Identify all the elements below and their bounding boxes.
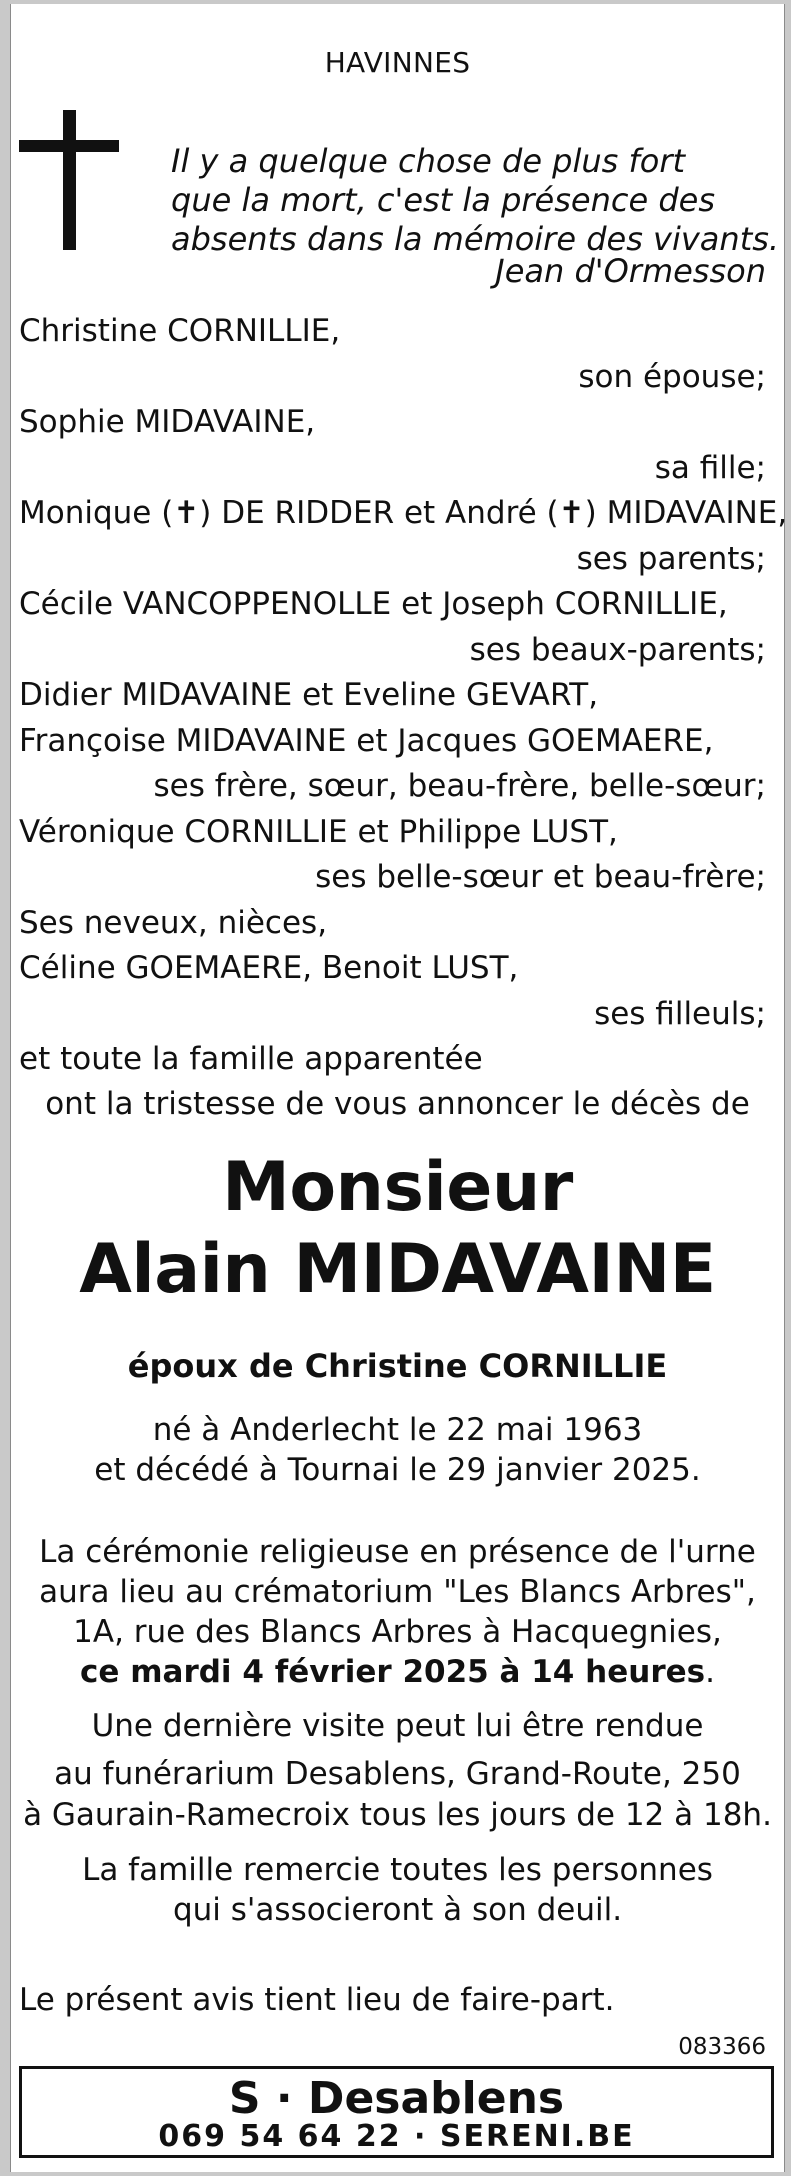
family-line: et toute la famille apparentée bbox=[19, 1041, 483, 1077]
ceremony-datetime bbox=[11, 1654, 784, 1690]
deceased-title: Monsieur bbox=[222, 1148, 573, 1227]
family-line: Monique (✝) DE RIDDER et André (✝) MIDAVAINE, bbox=[19, 495, 788, 531]
notice-line: Le présent avis tient lieu de faire-part. bbox=[19, 1982, 615, 2018]
quote bbox=[171, 142, 779, 259]
reference-number: 083366 bbox=[678, 2034, 766, 2060]
ceremony-line: La cérémonie religieuse en présence de l'urne bbox=[39, 1534, 756, 1570]
visit-line: au funérarium Desablens, Grand-Route, 250 bbox=[54, 1756, 741, 1792]
quote-line: absents dans la mémoire des vivants. bbox=[171, 220, 780, 258]
family-relation: ses belle-sœur et beau-frère; bbox=[315, 859, 766, 895]
logo-brand: S · Desablens bbox=[228, 2073, 565, 2124]
family-line: Ses neveux, nièces, bbox=[19, 905, 328, 941]
thanks-line: La famille remercie toutes les personnes bbox=[82, 1852, 713, 1888]
family-relation: sa fille; bbox=[654, 450, 766, 486]
quote-line: que la mort, c'est la présence des bbox=[171, 181, 715, 219]
family-relation: ses frère, sœur, beau-frère, belle-sœur; bbox=[153, 768, 766, 804]
visit-line: Une dernière visite peut lui être rendue bbox=[91, 1708, 704, 1744]
quote-line: Il y a quelque chose de plus fort bbox=[171, 142, 686, 180]
birth-line: né à Anderlecht le 22 mai 1963 bbox=[152, 1412, 643, 1448]
announcement: ont la tristesse de vous annoncer le décès de bbox=[45, 1086, 750, 1122]
ceremony-line: aura lieu au crématorium "Les Blancs Arbres", bbox=[39, 1574, 756, 1610]
ceremony-datetime-bold: ce mardi 4 février 2025 à 14 heures bbox=[80, 1654, 706, 1690]
deceased-name: Alain MIDAVAINE bbox=[79, 1230, 716, 1309]
cross-icon bbox=[19, 110, 119, 250]
family-relation: ses beaux-parents; bbox=[469, 632, 766, 668]
ceremony-period: . bbox=[705, 1654, 715, 1690]
visit-line: à Gaurain-Ramecroix tous les jours de 12 à 18h. bbox=[23, 1797, 772, 1833]
family-line: Cécile VANCOPPENOLLE et Joseph CORNILLIE, bbox=[19, 586, 728, 622]
thanks-line: qui s'associeront à son deuil. bbox=[172, 1892, 623, 1928]
logo-contact: 069 54 64 22 · SERENI.BE bbox=[158, 2119, 635, 2154]
family-relation: ses filleuls; bbox=[594, 996, 766, 1032]
family-line: Christine CORNILLIE, bbox=[19, 313, 341, 349]
family-line: Françoise MIDAVAINE et Jacques GOEMAERE, bbox=[19, 723, 714, 759]
ceremony-line: 1A, rue des Blancs Arbres à Hacquegnies, bbox=[73, 1614, 722, 1650]
family-relation: ses parents; bbox=[576, 541, 766, 577]
town-heading: HAVINNES bbox=[324, 46, 471, 79]
family-relation: son épouse; bbox=[578, 359, 766, 395]
death-line: et décédé à Tournai le 29 janvier 2025. bbox=[94, 1452, 701, 1488]
spouse-line: époux de Christine CORNILLIE bbox=[127, 1347, 668, 1385]
family-line: Véronique CORNILLIE et Philippe LUST, bbox=[19, 814, 618, 850]
family-line: Sophie MIDAVAINE, bbox=[19, 404, 316, 440]
quote-author: Jean d'Ormesson bbox=[495, 252, 766, 290]
family-line: Céline GOEMAERE, Benoit LUST, bbox=[19, 950, 519, 986]
funeral-home-logo bbox=[19, 2066, 774, 2158]
family-line: Didier MIDAVAINE et Eveline GEVART, bbox=[19, 677, 599, 713]
obituary-page bbox=[10, 4, 788, 2172]
